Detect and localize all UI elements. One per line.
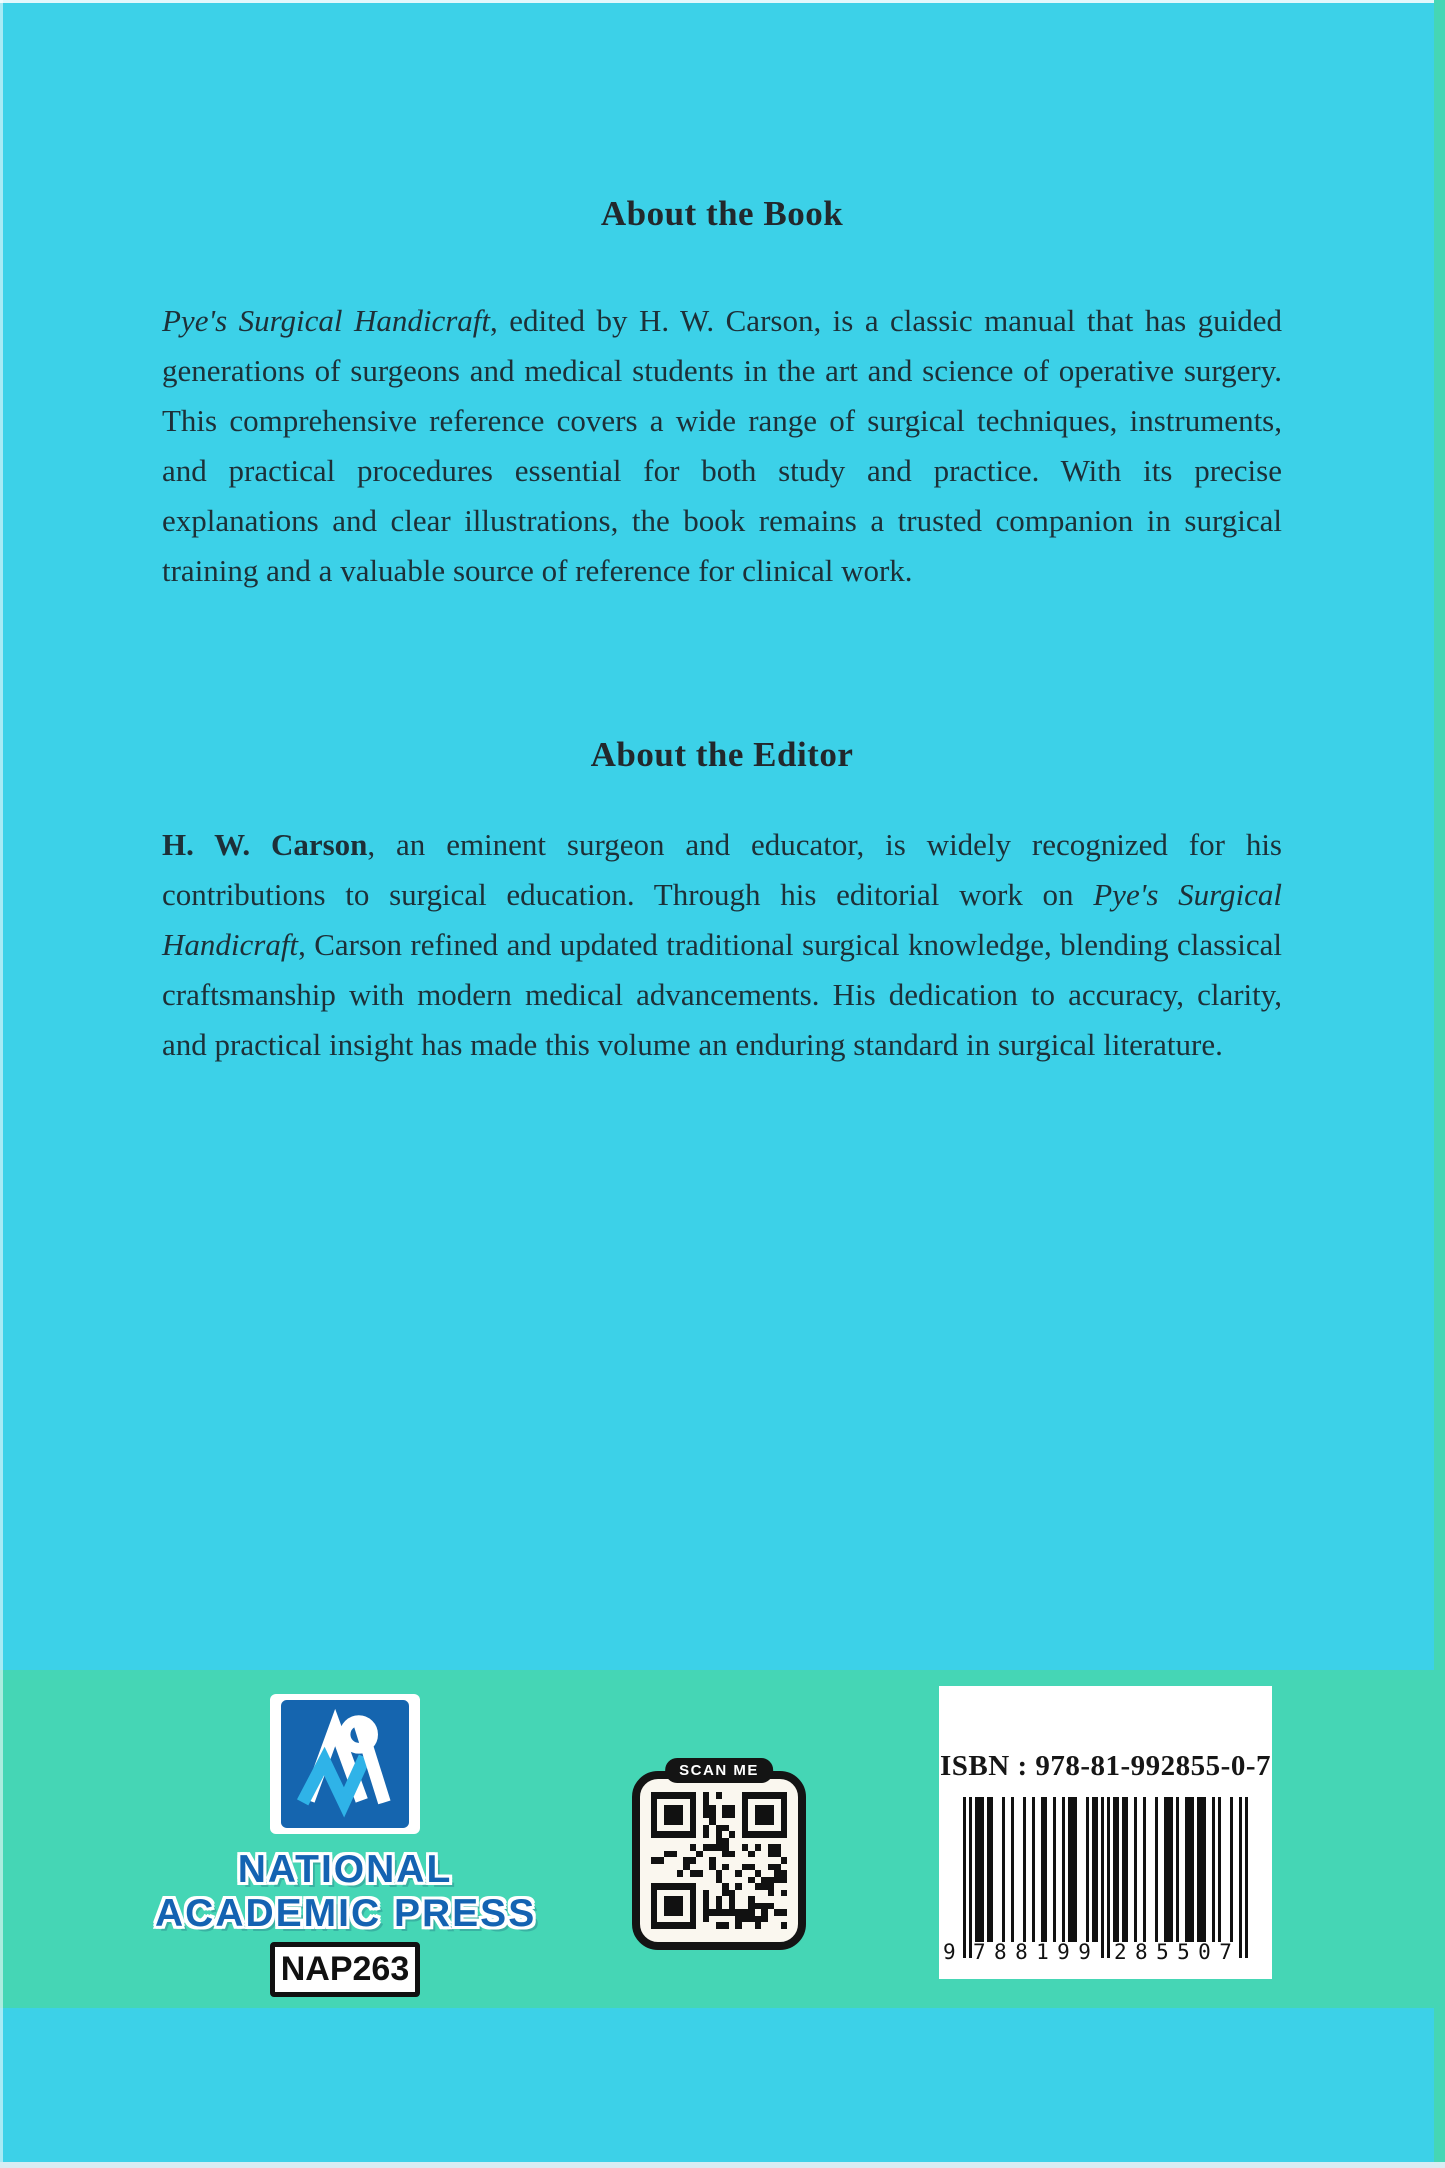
scan-me-label: SCAN ME: [665, 1758, 773, 1783]
publisher-code-badge: [270, 1942, 420, 1997]
isbn-label: ISBN : 978-81-992855-0-7: [940, 1750, 1271, 1782]
cover-top-edge: [0, 0, 1445, 3]
barcode-digits: [943, 1940, 1248, 1964]
qr-code-card: [632, 1762, 806, 1950]
about-editor-paragraph: H. W. Carson, an eminent surgeon and educator, is widely recognized for his contributions to surgical education. Through his editorial work on Pye's Surgical Handicraft, Carson refined and updated traditional surgical knowledge, blending classical craftsmanship with modern medical advancements. His dedication to accuracy, clarity, and practical insight has made this volume an enduring standard in surgical literature.: [162, 827, 1282, 1062]
about-editor-heading: About the Editor: [590, 735, 854, 774]
about-book-heading: About the Book: [600, 194, 844, 233]
isbn-block: [939, 1686, 1272, 1979]
publisher-name-line2: ACADEMIC PRESS: [155, 1892, 537, 1935]
barcode-digits-right: 285507: [1114, 1940, 1241, 1964]
cover-left-edge: [0, 0, 3, 2168]
publisher-logo: [270, 1694, 420, 1834]
barcode-digits-left: 788199: [973, 1940, 1100, 1964]
publisher-code: NAP263: [280, 1950, 410, 1988]
ean13-barcode: [943, 1797, 1248, 1964]
about-book-paragraph: Pye's Surgical Handicraft, edited by H. W. Carson, is a classic manual that has guided generations of surgeons and medical students in the art and science of operative surgery. This comprehensive reference covers a wide range of surgical techniques, instruments, and practical procedures essential for both study and practice. With its precise explanations and clear illustrations, the book remains a trusted companion in surgical training and a valuable source of reference for clinical work.: [162, 303, 1282, 588]
qr-code: [640, 1779, 798, 1942]
cover-right-edge: [1434, 0, 1445, 2168]
barcode-digit-first: 9: [943, 1940, 956, 1964]
national-academic-press-logo-icon: [281, 1700, 409, 1828]
publisher-name-line1: NATIONAL: [237, 1848, 453, 1891]
cover-bottom-edge: [0, 2162, 1445, 2168]
